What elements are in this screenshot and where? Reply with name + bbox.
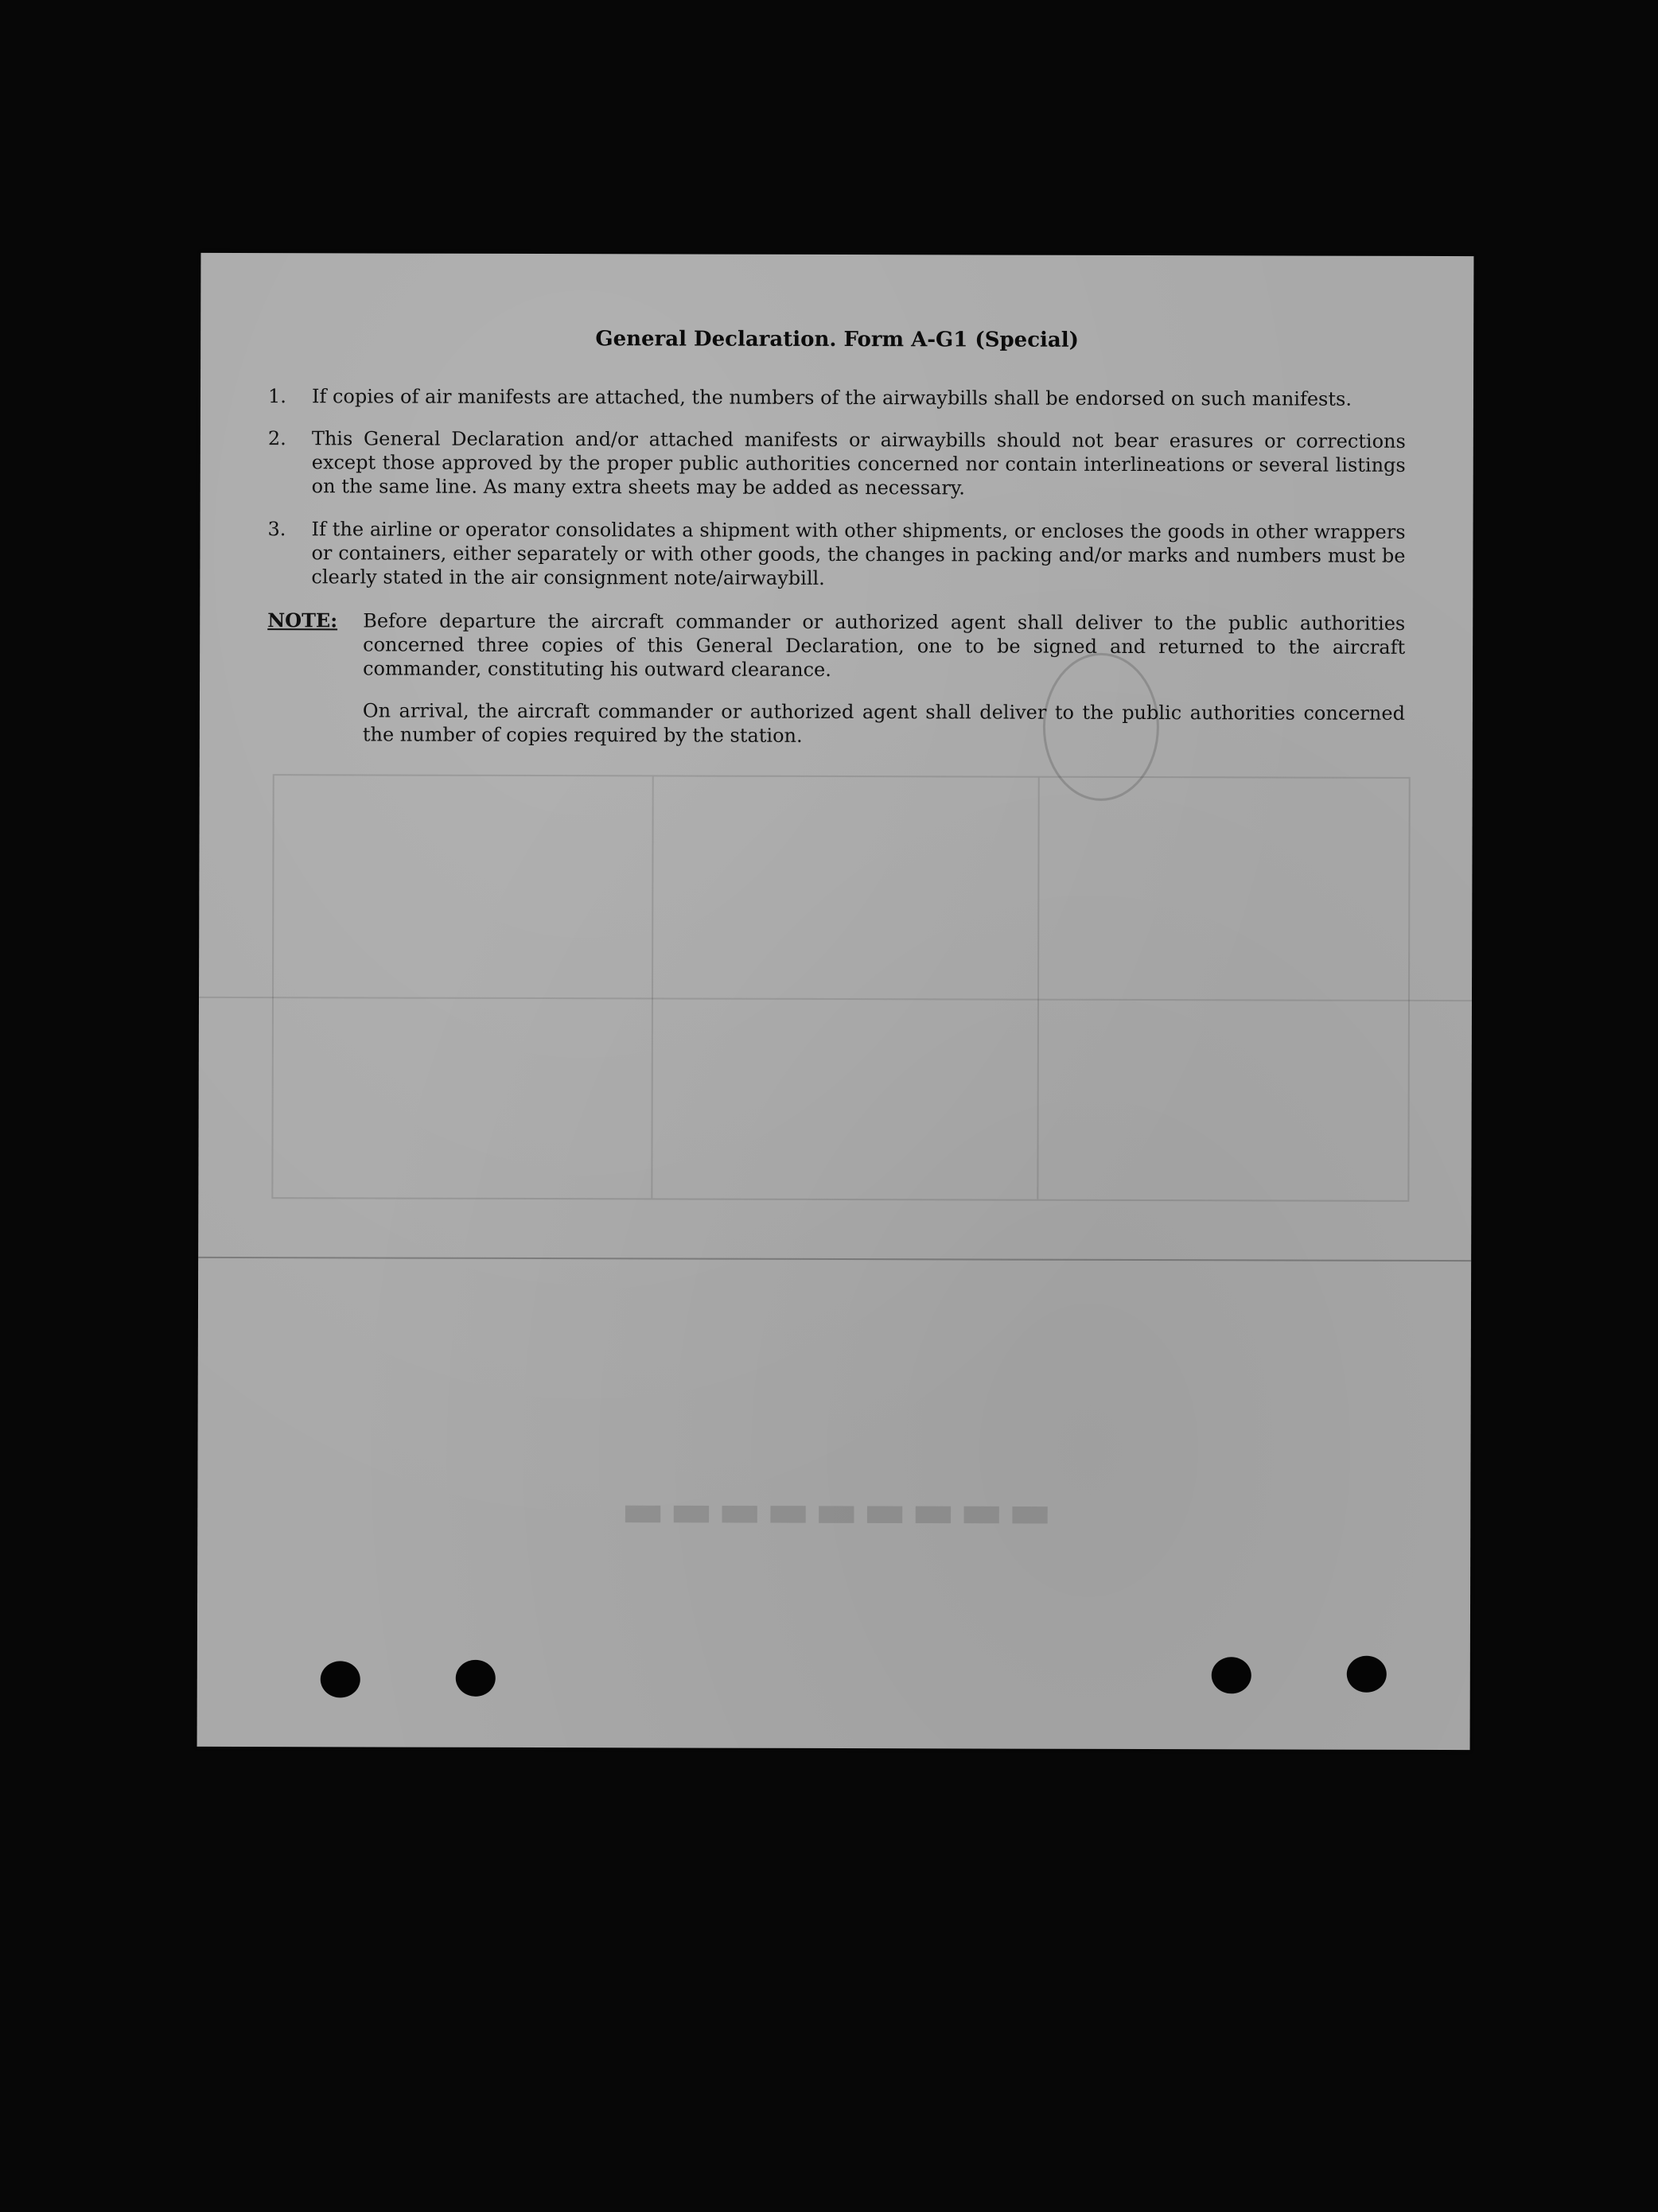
show-through-heading-mark: ▬▬▬▬▬▬▬▬▬ <box>616 1491 1052 1546</box>
list-item <box>268 426 1406 501</box>
list-item-text: If copies of air manifests are attached, the numbers of the airwaybills shall be endorsed on such manifests. <box>311 385 1352 410</box>
punch-hole <box>1212 1657 1251 1693</box>
punch-hole <box>456 1660 496 1697</box>
note-paragraph: Before departure the aircraft commander or authorized agent shall deliver to the public authorities concerned three copies of this General Declaration, one to be signed and returned to the aircraft commander, constituting his outward clearance. <box>363 609 1406 681</box>
fold-line <box>198 1257 1471 1262</box>
list-item-text: This General Declaration and/or attached manifests or airwaybills should not bear erasures or corrections except those approved by the proper public authorities concerned nor contain interlineations or several listings on the same line. As many extra sheets may be added as necessary. <box>311 427 1406 500</box>
punch-hole <box>1347 1656 1387 1693</box>
document-page <box>197 253 1474 1750</box>
note-label: NOTE: <box>267 608 338 632</box>
show-through-column-line <box>651 776 653 1198</box>
list-item-number: 2. <box>267 427 286 450</box>
show-through-column-line <box>1037 778 1039 1199</box>
list-item <box>267 517 1405 592</box>
list-item <box>268 384 1406 411</box>
list-item-number: 3. <box>267 518 286 541</box>
list-item-text: If the airline or operator consolidates a shipment with other shipments, or encloses the goods in other wrappers or containers, either separately or with other goods, the changes in packing and/or marks and numbers must be clearly stated in the air consignment note/airwaybill. <box>311 518 1406 589</box>
note-paragraph: On arrival, the aircraft commander or authorized agent shall deliver to the public authorities concerned the number of copies required by the station. <box>362 699 1405 747</box>
list-item-number: 1. <box>267 385 286 408</box>
document-title: General Declaration. Form A-G1 (Special) <box>595 327 1079 352</box>
punch-hole <box>321 1661 360 1697</box>
show-through-form-box <box>271 774 1410 1202</box>
